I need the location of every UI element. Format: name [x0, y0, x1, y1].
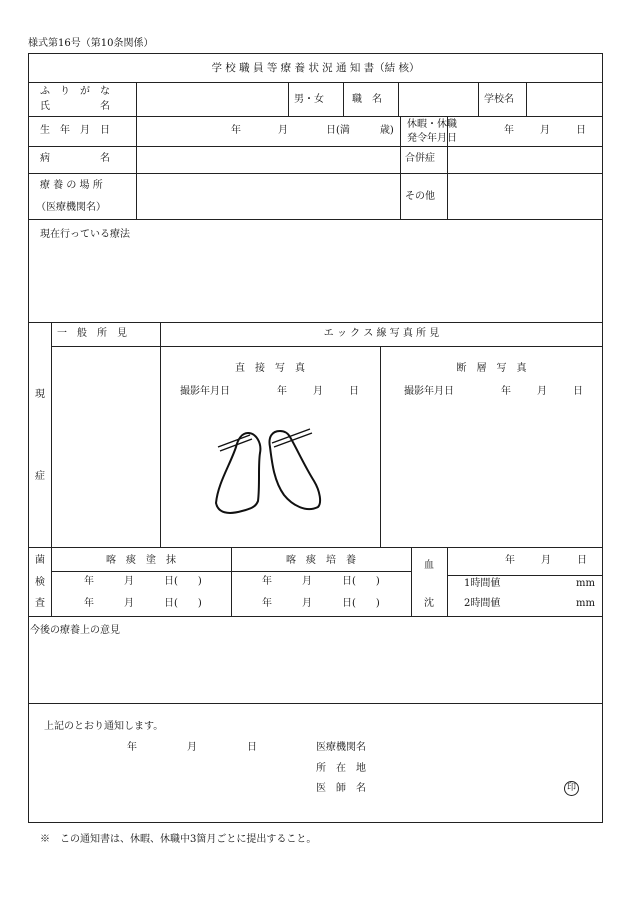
form-title: 学 校 職 員 等 療 養 状 況 通 知 書（結 核） — [211, 62, 420, 74]
label-job: 職 名 — [352, 94, 382, 105]
label-sputum-smear: 喀 痰 塗 抹 — [106, 555, 176, 566]
label-leave-date: 発令年月日 — [407, 133, 457, 144]
unit-mm-1: mm — [576, 578, 595, 589]
label-1hour: 1時間値 — [464, 578, 501, 589]
label-name: 氏 名 — [40, 101, 110, 112]
label-care-place: 療 養 の 場 所 — [40, 180, 103, 191]
label-institution: 医療機関名 — [316, 742, 366, 753]
rule — [28, 173, 603, 174]
notice-day: 日 — [247, 742, 257, 753]
rule — [28, 146, 603, 147]
notice-month: 月 — [187, 742, 197, 753]
blood-day: 日 — [577, 555, 587, 566]
smear-date-1: 年 月 日( ) — [84, 576, 202, 587]
label-sex: 男・女 — [294, 94, 324, 105]
label-general-findings: 一 般 所 見 — [57, 328, 127, 339]
rule — [28, 116, 603, 117]
direct-year: 年 — [277, 386, 287, 397]
label-direct-photo: 直 接 写 真 — [235, 363, 305, 374]
unit-mm-2: mm — [576, 598, 595, 609]
label-symptom-1: 現 — [35, 389, 45, 400]
rule — [28, 703, 603, 704]
notice-year: 年 — [127, 742, 137, 753]
rule — [447, 116, 448, 219]
label-tomography: 断 層 写 真 — [456, 363, 527, 374]
label-blood-2: 沈 — [424, 598, 434, 609]
label-xray-findings: エ ッ ク ス 線 写 真 所 見 — [323, 328, 440, 339]
birth-year: 年 — [231, 125, 241, 136]
tomo-day: 日 — [573, 386, 583, 397]
label-bacteria-2: 検 — [35, 577, 45, 588]
rule — [447, 575, 603, 576]
label-sputum-culture: 喀 痰 培 養 — [286, 555, 356, 566]
rule — [288, 82, 289, 116]
culture-date-1: 年 月 日( ) — [262, 576, 380, 587]
rule — [28, 82, 603, 83]
label-birthdate: 生 年 月 日 — [40, 125, 110, 136]
label-furigana: ふ り が な — [40, 86, 110, 97]
rule — [28, 322, 603, 323]
lungs-diagram-icon — [210, 425, 330, 525]
smear-date-2: 年 月 日( ) — [84, 598, 202, 609]
label-school: 学校名 — [484, 94, 514, 105]
rule — [400, 116, 401, 219]
label-doctor: 医 師 名 — [316, 783, 366, 794]
tomo-year: 年 — [501, 386, 511, 397]
label-bacteria-1: 菌 — [35, 555, 45, 566]
label-bacteria-3: 査 — [35, 598, 45, 609]
label-address: 所 在 地 — [316, 763, 366, 774]
rule — [28, 616, 603, 617]
label-disease: 病 名 — [40, 153, 110, 164]
leave-day: 日 — [576, 125, 586, 136]
rule — [136, 82, 137, 219]
rule — [478, 82, 479, 116]
direct-day: 日 — [349, 386, 359, 397]
label-future-opinion: 今後の療養上の意見 — [30, 625, 120, 636]
form-id: 様式第16号（第10条関係） — [28, 38, 154, 49]
rule — [526, 82, 527, 116]
rule — [160, 322, 161, 547]
rule — [28, 547, 603, 548]
label-current-therapy: 現在行っている療法 — [40, 229, 130, 240]
label-other: その他 — [405, 191, 435, 202]
rule — [51, 322, 52, 616]
label-direct-date: 撮影年月日 — [180, 386, 230, 397]
notice-text: 上記のとおり通知します。 — [44, 721, 164, 732]
rule — [380, 346, 381, 547]
label-blood-1: 血 — [424, 560, 434, 571]
rule — [398, 82, 399, 116]
rule — [343, 82, 344, 116]
label-leave: 休暇・休職 — [407, 119, 457, 130]
birth-month: 月 — [278, 125, 288, 136]
footnote: ※ この通知書は、休暇、休職中3箇月ごとに提出すること。 — [40, 834, 317, 845]
leave-year: 年 — [504, 125, 514, 136]
label-complication: 合併症 — [405, 153, 435, 164]
label-symptom-2: 症 — [35, 471, 45, 482]
birth-day-age: 日(満 歳) — [326, 125, 394, 136]
blood-month: 月 — [541, 555, 551, 566]
tomo-month: 月 — [537, 386, 547, 397]
direct-month: 月 — [313, 386, 323, 397]
leave-month: 月 — [540, 125, 550, 136]
label-tomo-date: 撮影年月日 — [404, 386, 454, 397]
seal-mark: 印 — [564, 781, 579, 796]
rule — [28, 219, 603, 220]
blood-year: 年 — [505, 555, 515, 566]
label-2hour: 2時間値 — [464, 598, 501, 609]
rule — [447, 547, 448, 616]
culture-date-2: 年 月 日( ) — [262, 598, 380, 609]
rule — [411, 547, 412, 616]
rule — [51, 346, 603, 347]
label-medical-institution: （医療機関名） — [36, 202, 106, 213]
